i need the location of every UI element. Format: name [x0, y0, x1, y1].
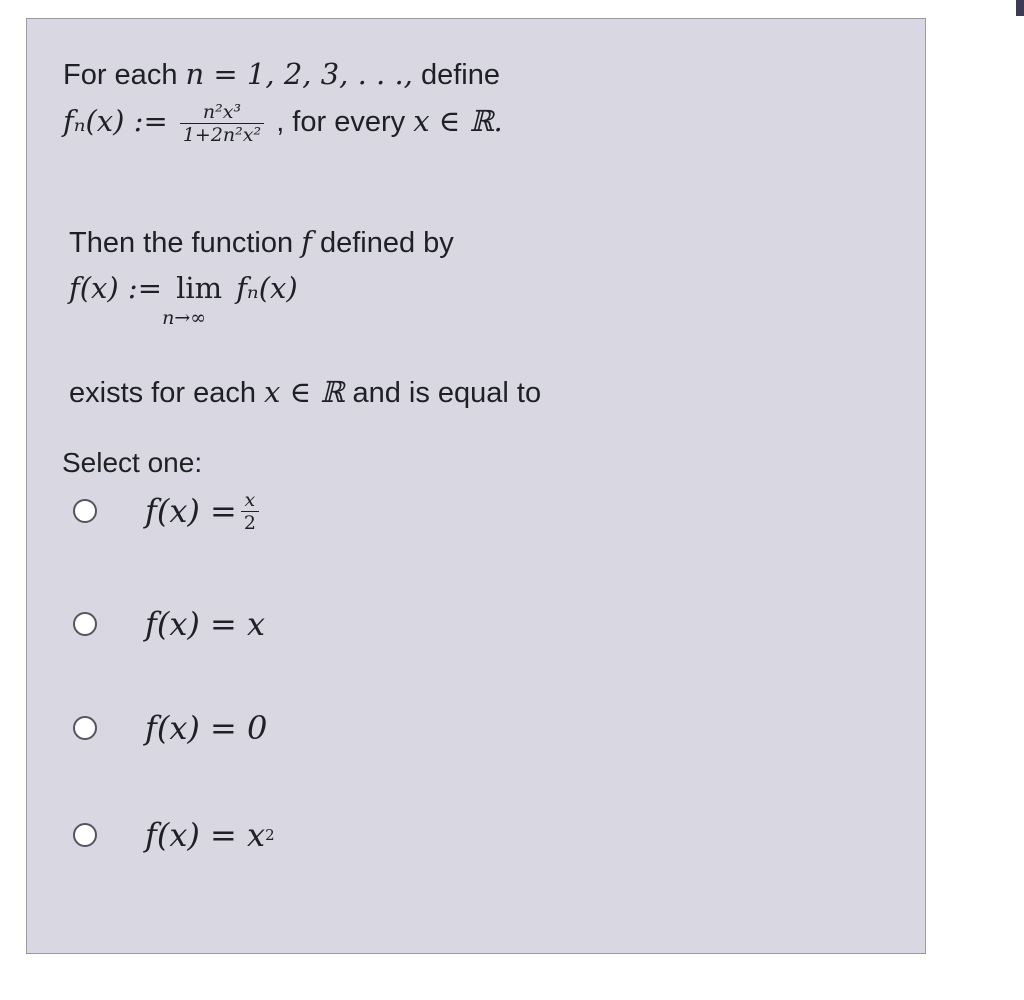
limit-operator — [162, 271, 223, 329]
select-one-label: Select one: — [62, 447, 203, 478]
option-formula — [145, 709, 267, 747]
option-lhs: f(x) = — [145, 492, 237, 530]
option-formula: f(x) = x 2 — [145, 816, 275, 854]
fn-numerator: n²x³ — [180, 101, 264, 124]
exists-line — [69, 375, 541, 410]
then-f: f — [301, 225, 312, 259]
option-numerator: x — [241, 489, 259, 512]
answer-option-2[interactable] — [73, 604, 573, 644]
fn-fraction — [180, 101, 264, 146]
radio-button[interactable] — [73, 499, 97, 523]
fn-lhs: fₙ(x) := — [63, 104, 168, 139]
then-line — [69, 225, 454, 260]
exists-end-text: and is equal to — [352, 377, 542, 409]
answer-option-3[interactable] — [73, 708, 573, 748]
answer-option-1[interactable] — [73, 488, 573, 534]
intro-end-text: define — [420, 59, 500, 91]
corner-mark — [1016, 0, 1024, 16]
then-text: Then the function — [69, 227, 294, 259]
radio-button[interactable] — [73, 612, 97, 636]
exists-text: exists for each — [69, 377, 256, 409]
option-lhs: f(x) = x — [145, 605, 266, 643]
limit-subscript: n→∞ — [162, 307, 207, 329]
then-end-text: defined by — [319, 227, 454, 259]
intro-math: n = 1, 2, 3, . . ., — [185, 57, 413, 91]
limit-rhs: fₙ(x) — [236, 271, 298, 305]
intro-line — [63, 57, 500, 92]
option-formula — [145, 605, 265, 643]
fn-denominator: 1+2n²x² — [182, 124, 262, 146]
limit-word: lim — [176, 271, 223, 305]
radio-button[interactable] — [73, 823, 97, 847]
fn-domain: x ∈ ℝ. — [413, 104, 503, 139]
option-formula — [145, 489, 263, 534]
answer-option-4[interactable] — [73, 815, 573, 855]
intro-text: For each — [63, 59, 178, 91]
radio-button[interactable] — [73, 716, 97, 740]
fn-tail-text: , for every — [276, 106, 406, 139]
option-denominator: 2 — [243, 511, 256, 534]
question-card — [26, 18, 926, 954]
limit-lhs: f(x) := — [69, 271, 163, 305]
option-fraction — [241, 489, 259, 534]
limit-line — [69, 271, 298, 329]
exists-math: x ∈ ℝ — [264, 375, 345, 409]
option-lhs: f(x) = 0 — [145, 709, 268, 747]
option-lhs: f(x) = x — [145, 816, 266, 854]
definition-line — [63, 101, 503, 146]
